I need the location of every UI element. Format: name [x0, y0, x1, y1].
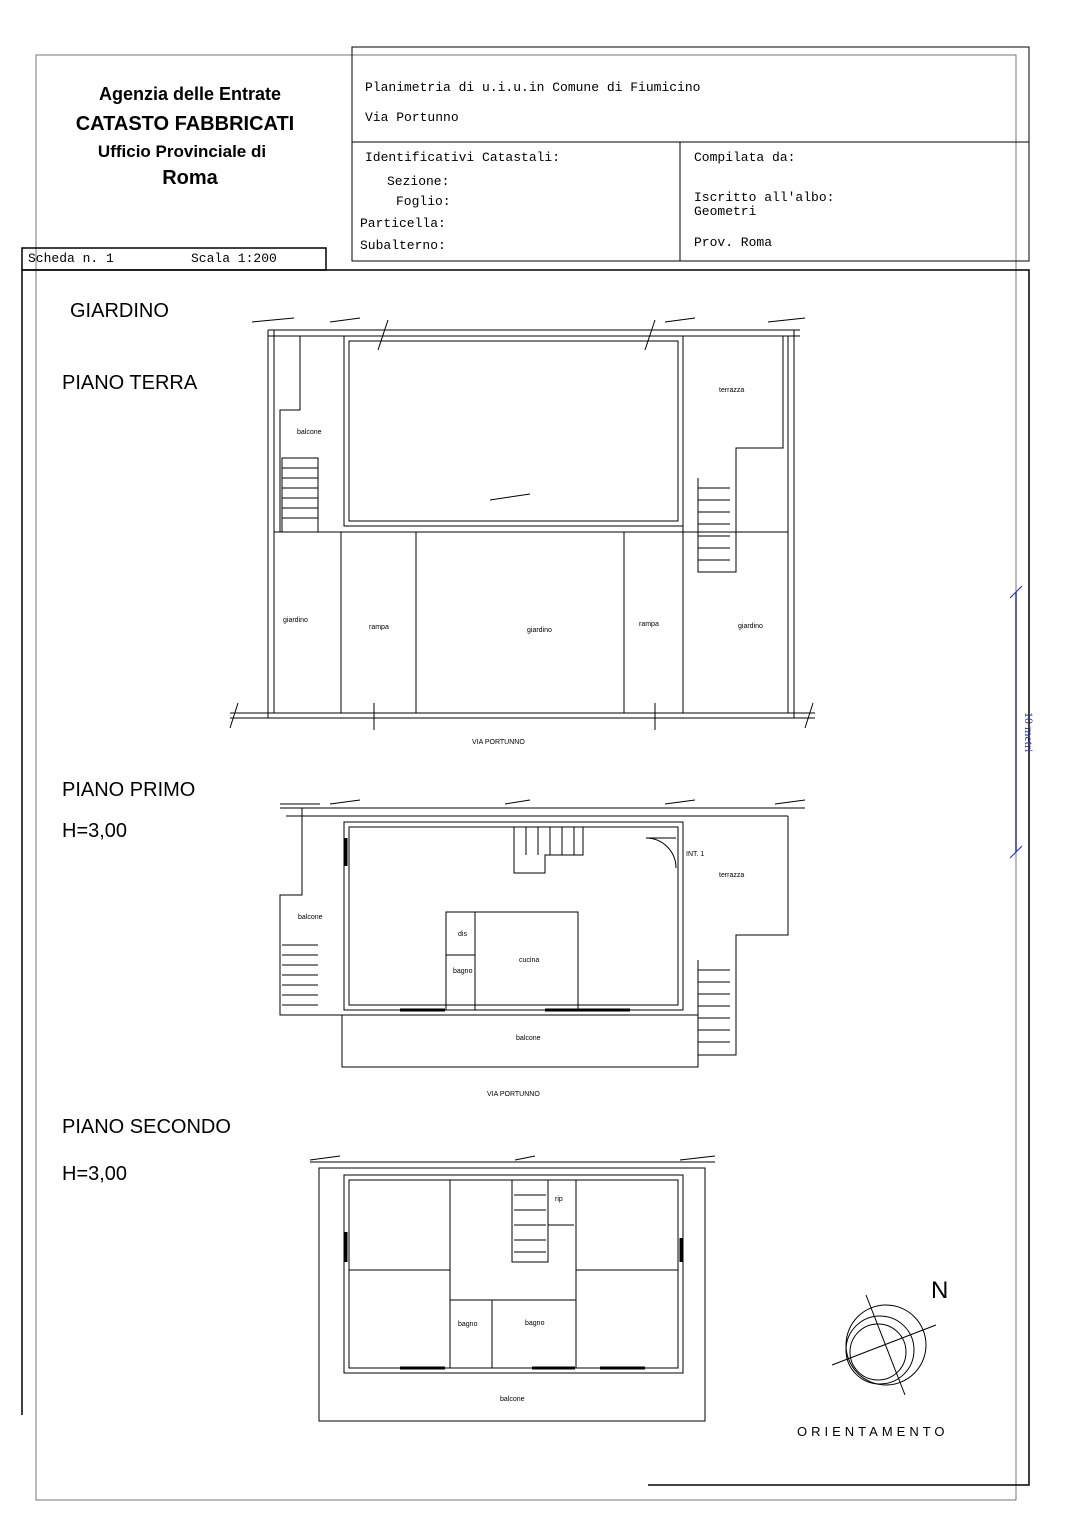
room-rip: rip	[555, 1196, 563, 1203]
room-giardino-1: giardino	[283, 617, 308, 624]
particella-label: Particella:	[360, 216, 446, 231]
agency-line-1: Agenzia delle Entrate	[98, 84, 282, 104]
room-giardino-2: giardino	[527, 627, 552, 634]
scale-bar-label: 10 metri	[1022, 712, 1036, 753]
room-cucina: cucina	[519, 957, 540, 964]
via-label: Via Portunno	[365, 110, 459, 125]
room-balcone-secondo: balcone	[500, 1396, 525, 1403]
street-label-primo: VIA PORTUNNO	[487, 1091, 540, 1098]
identificativi-label: Identificativi Catastali:	[365, 150, 561, 165]
room-int1: INT. 1	[686, 851, 705, 858]
subalterno-label: Subalterno:	[360, 238, 446, 253]
agency-line-2: CATASTO FABBRICATI	[75, 113, 295, 135]
room-rampa-1: rampa	[369, 624, 389, 631]
scala-label: Scala 1:200	[191, 251, 277, 266]
floor-secondo-height: H=3,00	[62, 1163, 128, 1185]
room-balcone-primo-front: balcone	[516, 1035, 541, 1042]
room-bagno-secondo-2: bagno	[525, 1320, 545, 1327]
room-terrazza-terra: terrazza	[719, 387, 745, 394]
compass-rose	[832, 1295, 936, 1395]
agency-line-3: Ufficio Provinciale di	[97, 142, 267, 161]
plan-piano-primo	[280, 800, 805, 1067]
geometri-label: Geometri	[694, 204, 757, 219]
agency-line-4: Roma	[162, 167, 218, 189]
floor-piano-terra: PIANO TERRA	[62, 372, 198, 394]
plan-piano-terra	[230, 318, 815, 730]
floor-piano-secondo: PIANO SECONDO	[62, 1116, 231, 1138]
orientamento-label: ORIENTAMENTO	[797, 1424, 949, 1439]
room-giardino-3: giardino	[738, 623, 763, 630]
floor-primo-height: H=3,00	[62, 820, 128, 842]
room-bagno-primo: bagno	[453, 968, 473, 975]
compilata-label: Compilata da:	[694, 150, 796, 165]
room-balcone-primo: balcone	[298, 914, 323, 921]
iscritto-label: Iscritto all'albo:	[694, 190, 835, 205]
room-bagno-secondo-1: bagno	[458, 1321, 478, 1328]
planimetria-label: Planimetria di u.i.u.in Comune di Fiumicino	[365, 80, 701, 95]
room-balcone-terra: balcone	[297, 429, 322, 436]
room-dis: dis	[458, 931, 467, 938]
foglio-label: Foglio:	[396, 194, 451, 209]
north-label: N	[931, 1277, 949, 1304]
room-rampa-2: rampa	[639, 621, 659, 628]
scheda-label: Scheda n. 1	[28, 251, 114, 266]
room-terrazza-primo: terrazza	[719, 872, 745, 879]
prov-label: Prov. Roma	[694, 235, 773, 250]
floor-giardino: GIARDINO	[70, 300, 169, 322]
floor-piano-primo: PIANO PRIMO	[62, 779, 196, 801]
plan-piano-secondo	[310, 1156, 715, 1421]
street-label-terra: VIA PORTUNNO	[472, 739, 525, 746]
sezione-label: Sezione:	[387, 174, 450, 189]
